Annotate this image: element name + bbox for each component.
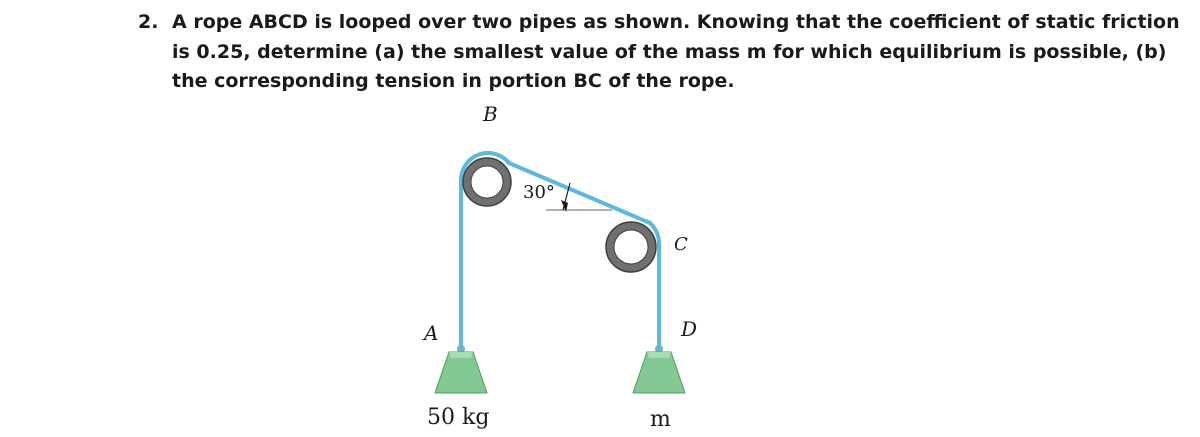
label-b: B	[483, 102, 498, 126]
problem-line-2: is 0.25, determine (a) the smallest value of the mass m for which equilibrium is possible, (b)	[172, 40, 1167, 63]
problem-line-3: the corresponding tension in portion BC of the rope.	[172, 70, 735, 92]
problem-line-1: A rope ABCD is looped over two pipes as shown. Knowing that the coefficient of static friction	[172, 11, 1180, 33]
left-mass-label: 50 kg	[427, 405, 490, 430]
pipe-b	[463, 158, 511, 206]
label-a: A	[424, 321, 439, 345]
angle-label: 30°	[523, 182, 555, 203]
left-mass	[435, 345, 487, 393]
label-d: D	[681, 317, 698, 341]
pipe-c	[606, 222, 656, 272]
right-mass	[633, 345, 685, 393]
right-mass-label: m	[650, 407, 671, 432]
problem-number: 2.	[138, 11, 159, 33]
label-c: C	[674, 234, 688, 255]
